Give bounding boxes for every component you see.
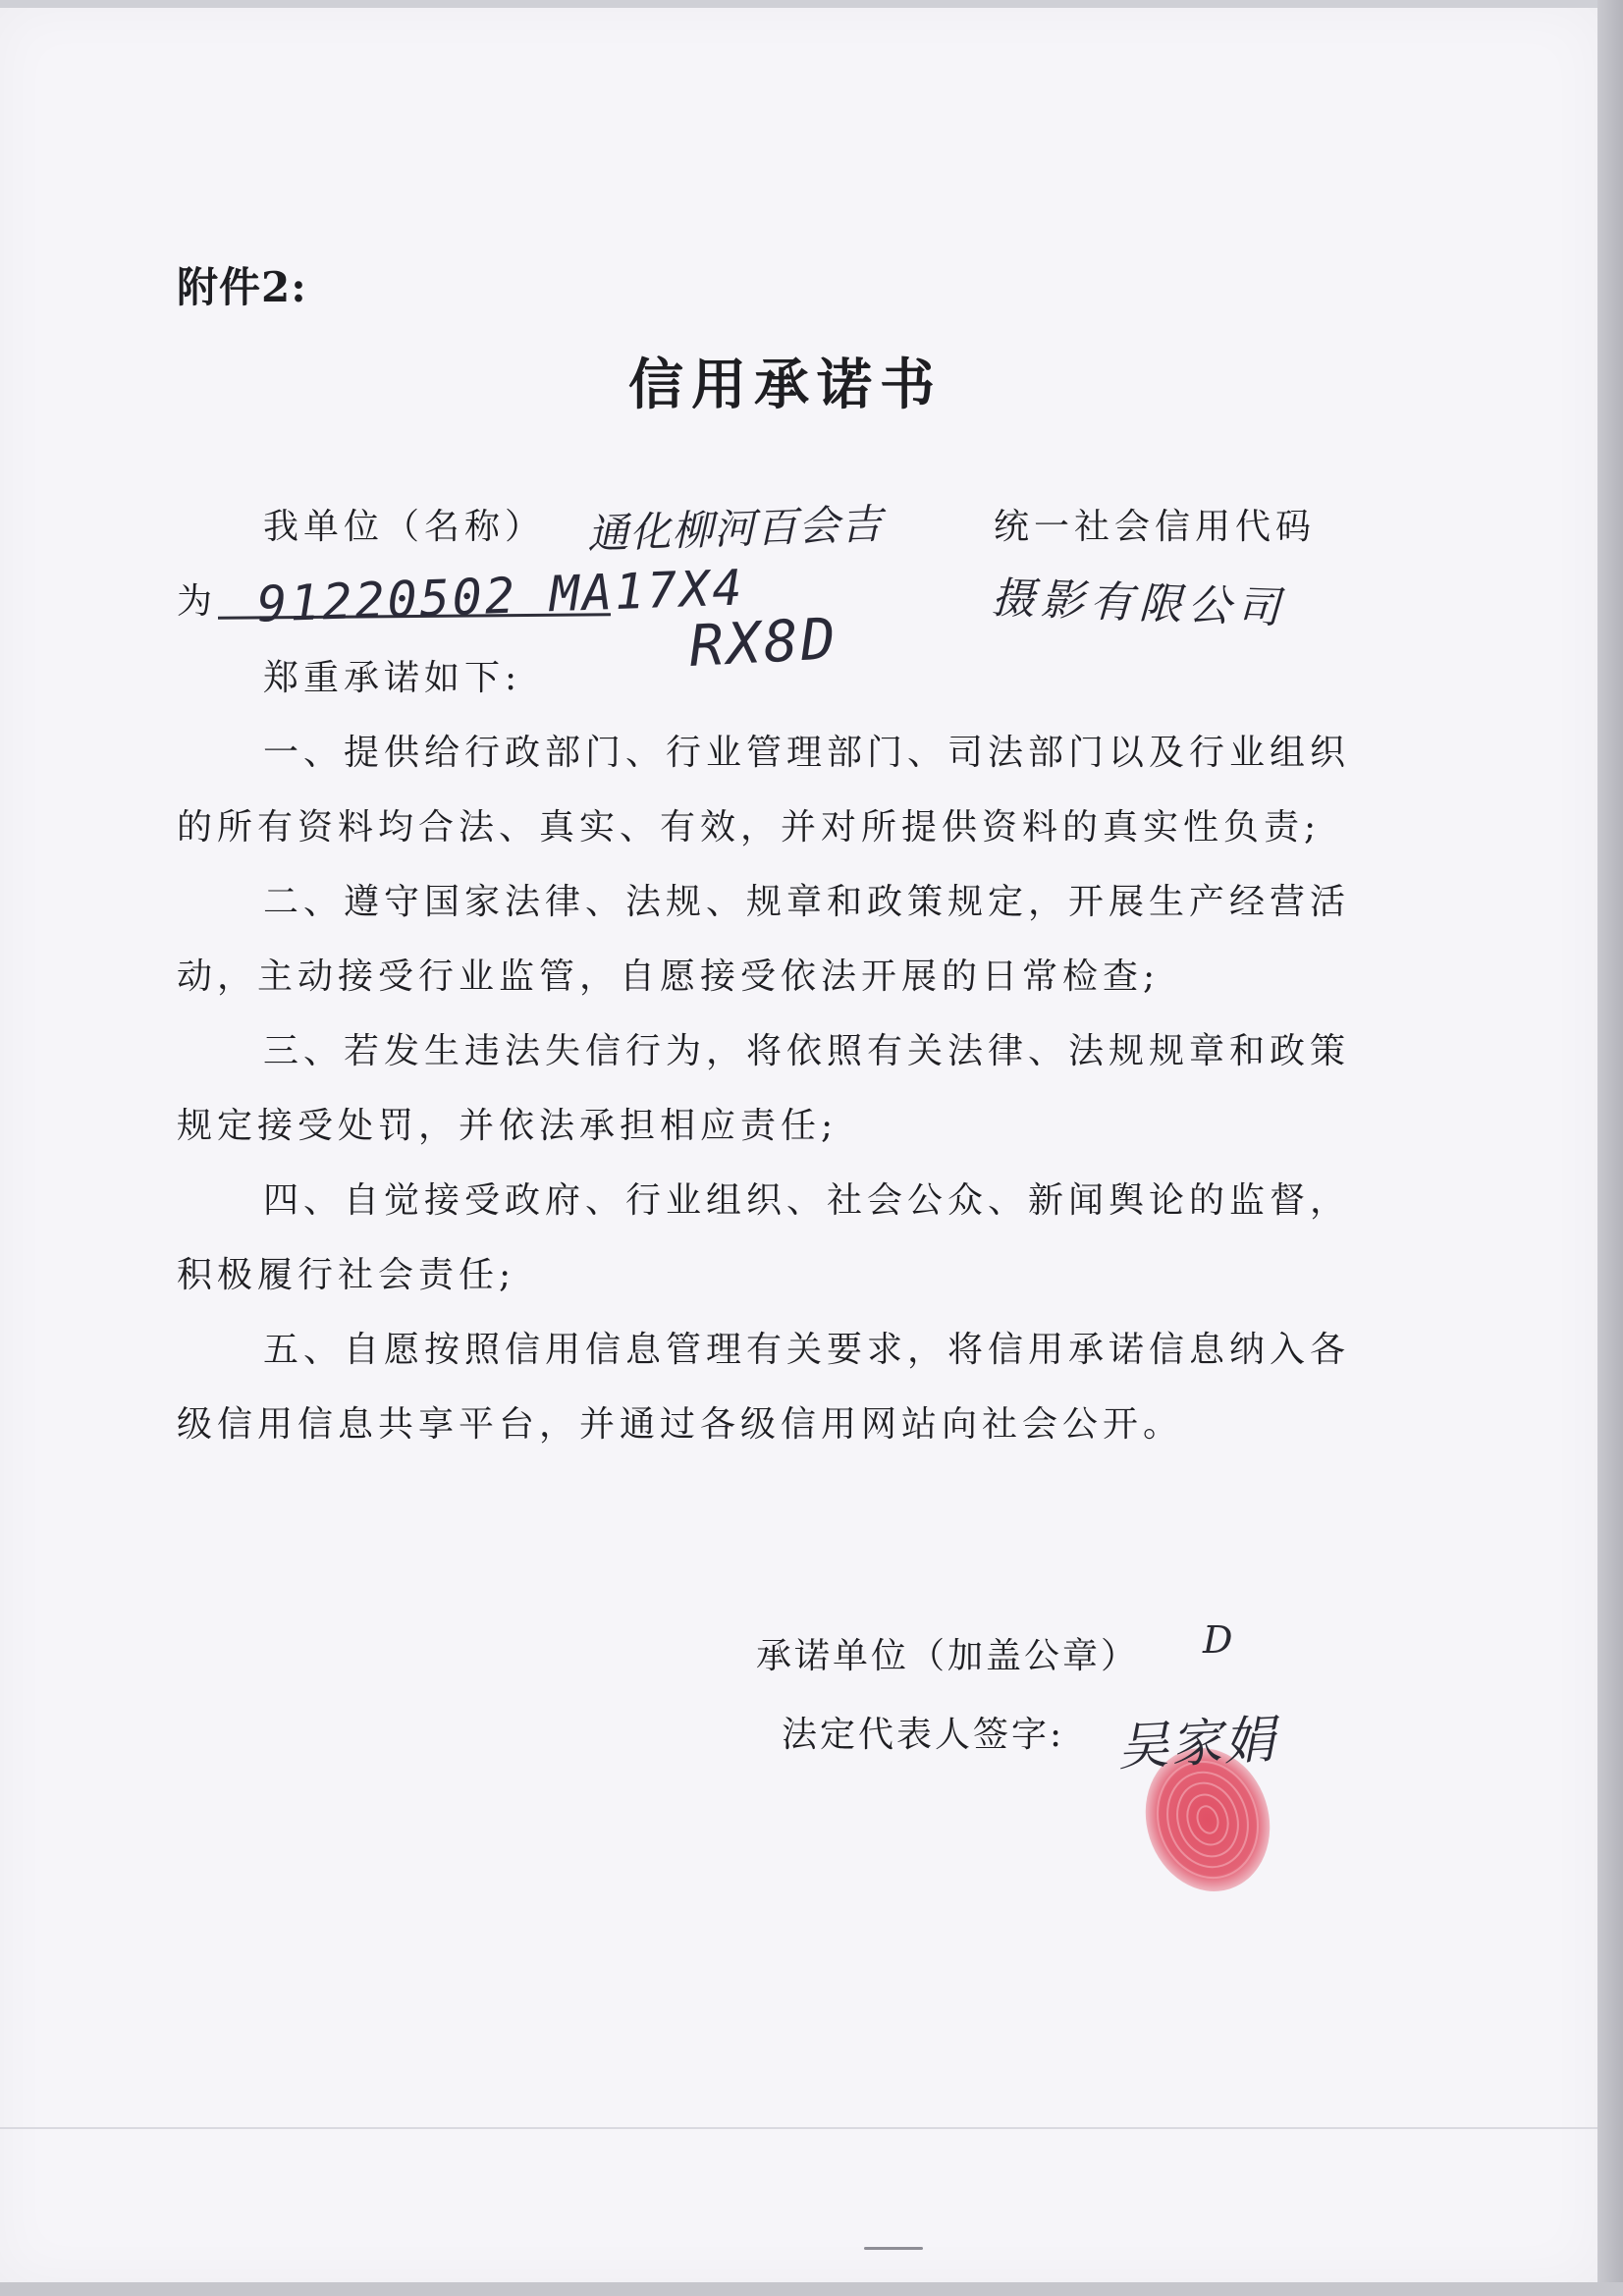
- annex-label: 附件2:: [177, 263, 307, 311]
- pledge-5-line2: 级信用信息共享平台，并通过各级信用网站向社会公开。: [177, 1404, 1184, 1445]
- legal-rep-label: 法定代表人签字:: [782, 1715, 1065, 1755]
- legal-rep-signature: 吴家娟: [1115, 1710, 1278, 1778]
- document-page: [0, 8, 1597, 2282]
- footer-mark: [864, 2247, 923, 2250]
- pledge-4-line1: 四、自觉接受政府、行业组织、社会公众、新闻舆论的监督，: [263, 1180, 1351, 1221]
- pledge-5-line1: 五、自愿按照信用信息管理有关要求，将信用承诺信息纳入各: [263, 1330, 1351, 1370]
- company-name-handwritten-cont: 摄影有限公司: [991, 573, 1287, 634]
- pledge-3-line2: 规定接受处罚，并依法承担相应责任;: [177, 1106, 839, 1146]
- intro-suffix: 统一社会信用代码: [994, 507, 1317, 547]
- unit-handwritten-mark: D: [1203, 1618, 1233, 1662]
- pledge-2-line1: 二、遵守国家法律、法规、规章和政策规定，开展生产经营活: [263, 882, 1351, 922]
- pledge-2-line2: 动，主动接受行业监管，自愿接受依法开展的日常检查;: [177, 957, 1161, 997]
- credit-code-handwritten: 91220502 MA17X4: [256, 559, 746, 633]
- intro-line2-prefix: 为: [177, 581, 218, 622]
- intro-prefix: 我单位（名称）: [263, 507, 546, 547]
- credit-code-handwritten-cont: RX8D: [687, 605, 840, 680]
- commitment-unit-label: 承诺单位（加盖公章）: [756, 1636, 1140, 1676]
- pledge-1-line1: 一、提供给行政部门、行业管理部门、司法部门以及行业组织: [263, 733, 1351, 773]
- pledge-3-line1: 三、若发生违法失信行为，将依照有关法律、法规规章和政策: [263, 1031, 1351, 1071]
- pledge-intro: 郑重承诺如下:: [263, 658, 522, 698]
- scan-bottom-edge: [0, 2282, 1623, 2296]
- scan-right-edge: [1597, 0, 1623, 2296]
- pledge-1-line2: 的所有资料均合法、真实、有效，并对所提供资料的真实性负责;: [177, 807, 1322, 847]
- document-title: 信用承诺书: [628, 353, 943, 417]
- company-name-handwritten: 通化柳河百会吉: [586, 499, 884, 559]
- scan-artifact-line: [0, 2127, 1597, 2129]
- pledge-4-line2: 积极履行社会责任;: [177, 1255, 516, 1295]
